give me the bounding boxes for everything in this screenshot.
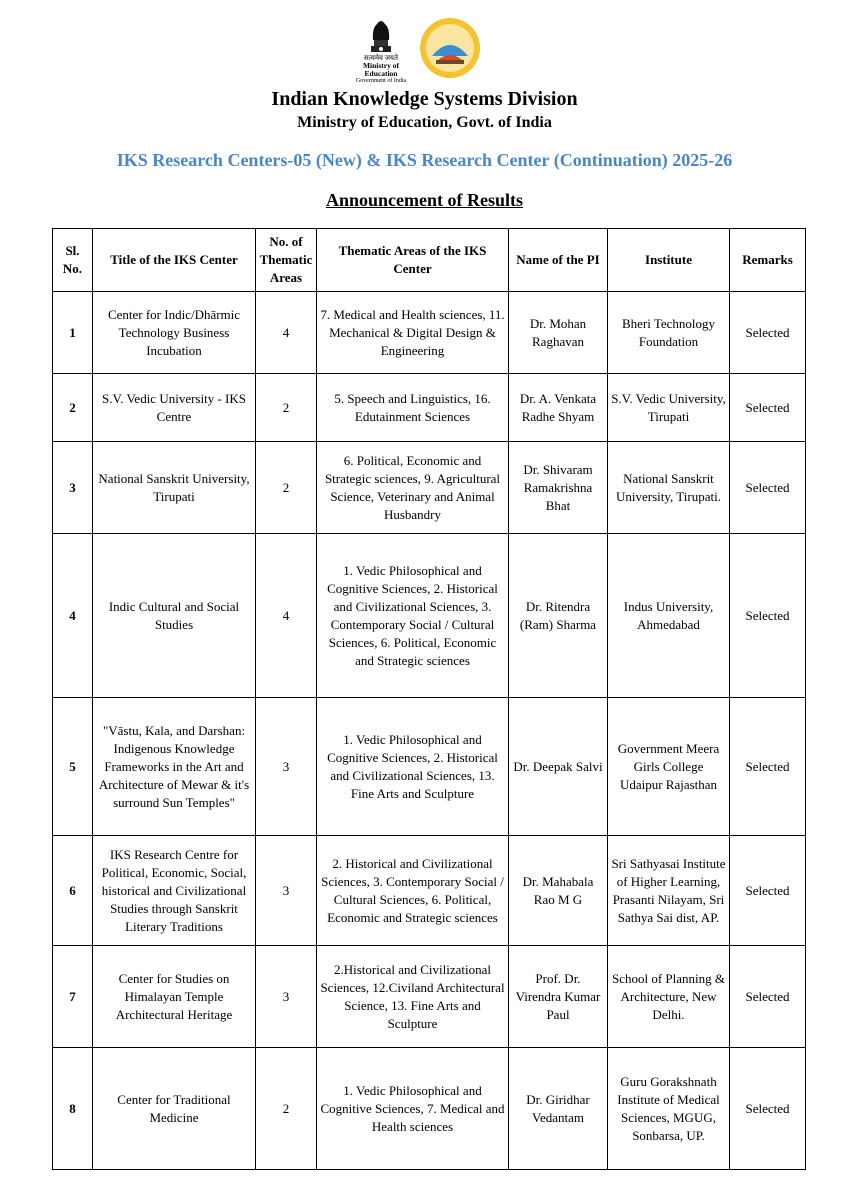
program-title: IKS Research Centers-05 (New) & IKS Research Center (Continuation) 2025-26 (116, 150, 733, 170)
table-header-row (53, 229, 806, 292)
table-row (53, 534, 806, 698)
cell-institute: Indus University, Ahmedabad (608, 534, 730, 698)
cell-sl: 6 (53, 836, 93, 946)
cell-pi: Dr. Giridhar Vedantam (509, 1048, 608, 1170)
national-emblem (351, 16, 411, 82)
cell-title: Center for Studies on Himalayan Temple Architectural Heritage (93, 946, 256, 1048)
cell-sl: 3 (53, 442, 93, 534)
cell-title: S.V. Vedic University - IKS Centre (93, 374, 256, 442)
cell-pi: Dr. A. Venkata Radhe Shyam (509, 374, 608, 442)
cell-title: Indic Cultural and Social Studies (93, 534, 256, 698)
cell-remarks: Selected (730, 1048, 806, 1170)
cell-sl: 7 (53, 946, 93, 1048)
cell-num-areas: 2 (256, 442, 317, 534)
iks-logo-icon (418, 16, 482, 80)
cell-remarks: Selected (730, 374, 806, 442)
cell-institute: National Sanskrit University, Tirupati. (608, 442, 730, 534)
cell-sl: 4 (53, 534, 93, 698)
cell-num-areas: 3 (256, 946, 317, 1048)
cell-areas: 7. Medical and Health sciences, 11. Mechanical & Digital Design & Engineering (317, 292, 509, 374)
emblem-motto: सत्यमेव जयते (364, 54, 398, 62)
cell-institute: School of Planning & Architecture, New Delhi. (608, 946, 730, 1048)
cell-num-areas: 2 (256, 374, 317, 442)
cell-sl: 2 (53, 374, 93, 442)
cell-areas: 1. Vedic Philosophical and Cognitive Sciences, 2. Historical and Civilizational Sciences, 3. Contemporary Social / Cultural Sciences, 6. Political, Economic and Strategic sciences (317, 534, 509, 698)
col-header-institute: Institute (608, 229, 730, 292)
table-row (53, 292, 806, 374)
col-header-remarks: Remarks (730, 229, 806, 292)
cell-remarks: Selected (730, 946, 806, 1048)
cell-remarks: Selected (730, 442, 806, 534)
cell-pi: Dr. Mohan Raghavan (509, 292, 608, 374)
results-table (52, 228, 806, 1170)
cell-sl: 1 (53, 292, 93, 374)
cell-title: IKS Research Centre for Political, Economic, Social, historical and Civilizational Studies through Sanskrit Literary Traditions (93, 836, 256, 946)
cell-areas: 2.Historical and Civilizational Sciences, 12.Civiland Architectural Science, 13. Fine Arts and Sculpture (317, 946, 509, 1048)
cell-sl: 8 (53, 1048, 93, 1170)
col-header-title: Title of the IKS Center (93, 229, 256, 292)
division-title: Indian Knowledge Systems Division (271, 88, 578, 110)
cell-remarks: Selected (730, 292, 806, 374)
lion-capital-icon (368, 16, 394, 54)
emblem-govt: Government of India (355, 78, 407, 84)
cell-institute: Guru Gorakshnath Institute of Medical Sciences, MGUG, Sonbarsa, UP. (608, 1048, 730, 1170)
cell-title: Center for Indic/Dhārmic Technology Business Incubation (93, 292, 256, 374)
ministry-subtitle: Ministry of Education, Govt. of India (297, 114, 552, 131)
cell-institute: Bheri Technology Foundation (608, 292, 730, 374)
table-row (53, 442, 806, 534)
header-logos (0, 12, 849, 82)
cell-sl: 5 (53, 698, 93, 836)
cell-pi: Dr. Ritendra (Ram) Sharma (509, 534, 608, 698)
cell-num-areas: 3 (256, 836, 317, 946)
col-header-pi: Name of the PI (509, 229, 608, 292)
table-row (53, 698, 806, 836)
cell-pi: Dr. Deepak Salvi (509, 698, 608, 836)
cell-institute: Sri Sathyasai Institute of Higher Learning, Prasanti Nilayam, Sri Sathya Sai dist, AP. (608, 836, 730, 946)
cell-areas: 5. Speech and Linguistics, 16. Edutainment Sciences (317, 374, 509, 442)
col-header-num-areas: No. of Thematic Areas (256, 229, 317, 292)
iks-logo (418, 16, 482, 85)
table-row (53, 836, 806, 946)
cell-title: Center for Traditional Medicine (93, 1048, 256, 1170)
emblem-ministry: Ministry of Education (362, 61, 400, 78)
cell-num-areas: 3 (256, 698, 317, 836)
cell-remarks: Selected (730, 534, 806, 698)
cell-areas: 1. Vedic Philosophical and Cognitive Sciences, 2. Historical and Civilizational Sciences, 13. Fine Arts and Sculpture (317, 698, 509, 836)
cell-num-areas: 4 (256, 534, 317, 698)
cell-areas: 6. Political, Economic and Strategic sciences, 9. Agricultural Science, Veterinary and Animal Husbandry (317, 442, 509, 534)
table-row (53, 946, 806, 1048)
cell-institute: Government Meera Girls College Udaipur Rajasthan (608, 698, 730, 836)
cell-pi: Prof. Dr. Virendra Kumar Paul (509, 946, 608, 1048)
cell-pi: Dr. Mahabala Rao M G (509, 836, 608, 946)
cell-institute: S.V. Vedic University, Tirupati (608, 374, 730, 442)
table-row (53, 1048, 806, 1170)
cell-num-areas: 4 (256, 292, 317, 374)
col-header-sl: Sl. No. (53, 229, 93, 292)
cell-remarks: Selected (730, 698, 806, 836)
cell-num-areas: 2 (256, 1048, 317, 1170)
cell-areas: 1. Vedic Philosophical and Cognitive Sciences, 7. Medical and Health sciences (317, 1048, 509, 1170)
cell-title: National Sanskrit University, Tirupati (93, 442, 256, 534)
cell-pi: Dr. Shivaram Ramakrishna Bhat (509, 442, 608, 534)
col-header-areas: Thematic Areas of the IKS Center (317, 229, 509, 292)
cell-title: "Vāstu, Kala, and Darshan: Indigenous Knowledge Frameworks in the Art and Architecture of Mewar & it's surround Sun Temples" (93, 698, 256, 836)
cell-remarks: Selected (730, 836, 806, 946)
cell-areas: 2. Historical and Civilizational Sciences, 3. Contemporary Social / Cultural Sciences, 6. Political, Economic and Strategic sciences (317, 836, 509, 946)
announcement-heading: Announcement of Results (325, 190, 523, 210)
table-row (53, 374, 806, 442)
